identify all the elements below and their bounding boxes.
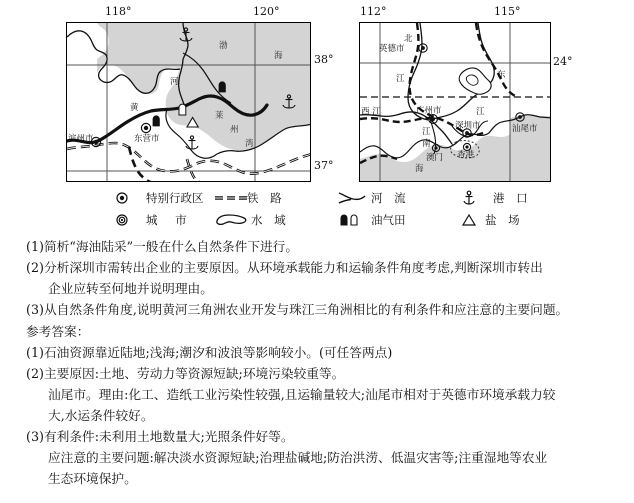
question-1-line-1: (1)简析“海油陆采”一般在什么自然条件下进行。 — [26, 239, 299, 254]
legend-label-sar: 特别行政区 — [146, 191, 204, 205]
answer-3-line-1: (3)有利条件:未利用土地数量大;光照条件好等。 — [26, 429, 294, 444]
left-map-lat-label-37: 37° — [314, 159, 334, 172]
left-map-label-laizhou-2: 州 — [230, 125, 239, 135]
dongying-symbol — [141, 123, 150, 132]
map-legend — [0, 190, 634, 234]
left-map-label-hai: 海 — [274, 51, 283, 61]
legend-label-saltfield: 盐 场 — [485, 213, 524, 227]
sar-icon — [113, 190, 143, 206]
legend-label-river: 河 流 — [371, 191, 410, 205]
legend-item-water — [214, 212, 290, 228]
left-map-label-bo: 渤 — [219, 41, 228, 51]
right-map-label-shenzhen: 深圳市 — [455, 121, 481, 131]
right-map-label-shanwei: 汕尾市 — [512, 124, 538, 134]
legend-item-oilgas — [338, 212, 406, 228]
legend-item-sar — [113, 190, 204, 206]
maps-figure — [0, 0, 634, 186]
right-map-lon-label-112: 112° — [360, 5, 387, 18]
railway-icon — [214, 190, 244, 206]
answer-1-line-1: (1)石油资源靠近陆地;浅海;潮汐和波浪等影响较小。(可任答两点) — [26, 345, 393, 360]
answers-heading: 参考答案： — [26, 324, 90, 339]
yingde-symbol — [419, 44, 427, 52]
legend-item-railway — [214, 190, 286, 206]
legend-item-saltfield — [460, 212, 524, 228]
answer-2-line-1: (2)主要原因:土地、劳动力等资源短缺;环境污染较重等。 — [26, 366, 345, 381]
anchor-icon — [460, 190, 490, 206]
city-icon — [113, 212, 143, 228]
right-map-label-xijiang: 西 江 — [361, 107, 381, 117]
legend-item-river — [338, 190, 410, 206]
legend-label-oilgas: 油气田 — [371, 213, 406, 227]
left-map-lat-label-38: 38° — [314, 53, 334, 66]
right-map-label-dongjiang-jiang: 江 — [476, 107, 485, 117]
left-map-label-dongying: 东营市 — [134, 134, 160, 144]
right-map-label-zhujiang-zhu: 江 — [422, 127, 431, 137]
river-icon — [338, 190, 368, 206]
question-3-line-1: (3)从自然条件角度‚说明黄河三角洲农业开发与珠江三角洲相比的有利条件和应注意的主要问题。 — [26, 302, 569, 317]
port-anchor-2 — [186, 136, 198, 149]
legend-label-water: 水 域 — [251, 213, 290, 227]
right-map-lat-label-24: 24° — [553, 55, 573, 68]
answer-2-line-2: 汕尾市。理由:化工、造纸工业污染性较强‚且运输量较大;汕尾市相对于英德市环境承载力较 — [48, 387, 556, 402]
answer-2-line-3: 大‚水运条件较好。 — [48, 408, 154, 423]
legend-label-city: 城 市 — [146, 213, 194, 227]
water-icon — [214, 212, 248, 228]
left-map-lon-label-120: 120° — [253, 5, 280, 18]
right-map-label-beijiang-bei: 北 — [404, 34, 413, 44]
question-2-line-2: 企业应转至何地并说明理由。 — [48, 281, 213, 296]
left-map-lon-label-118: 118° — [105, 5, 132, 18]
right-map-label-guangzhou: 广州市 — [416, 106, 442, 116]
right-map-label-nanhai-nan: 海 — [415, 164, 424, 174]
left-map-drawing — [67, 23, 311, 182]
left-map-label-laizhou-3: 湾 — [245, 139, 254, 149]
right-map-label-beijiang-jiang: 江 — [396, 74, 405, 84]
legend-label-railway: 铁 路 — [247, 191, 286, 205]
legend-item-city — [113, 212, 194, 228]
left-map-label-huang: 黄 — [130, 103, 139, 113]
answer-3-line-3: 生态环境保护。 — [48, 471, 137, 486]
right-map-label-zhujiang-jiang: 南 — [422, 139, 431, 149]
right-map-label-dongjiang-dong: 东 — [497, 70, 506, 80]
right-map-label-macau: 澳门 — [426, 153, 444, 163]
question-2-line-1: (2)分析深圳市需转出企业的主要原因。从环境承载能力和运输条件角度考虑‚判断深圳市转出 — [26, 260, 543, 275]
legend-item-port — [460, 190, 532, 206]
left-map-label-laizhou-1: 莱 — [215, 111, 224, 121]
oilgas-icon — [338, 212, 368, 228]
left-map-frame — [66, 22, 311, 182]
left-map-label-he: 河 — [170, 77, 179, 87]
legend-label-port: 港 口 — [493, 191, 532, 205]
right-map-label-yingde: 英德市 — [379, 44, 405, 54]
right-map-lon-label-115: 115° — [494, 5, 521, 18]
answer-3-line-2: 应注意的主要问题:解决淡水资源短缺;治理盐碱地;防治洪涝、低温灾害等;注重湿地等农业 — [48, 450, 548, 465]
right-map-frame — [359, 22, 551, 182]
saltfield-icon — [460, 212, 482, 228]
right-map-label-hongkong: 香港 — [457, 150, 475, 160]
question-answer-body — [26, 236, 618, 489]
left-map-label-binzhou: 滨州市 — [68, 134, 94, 144]
